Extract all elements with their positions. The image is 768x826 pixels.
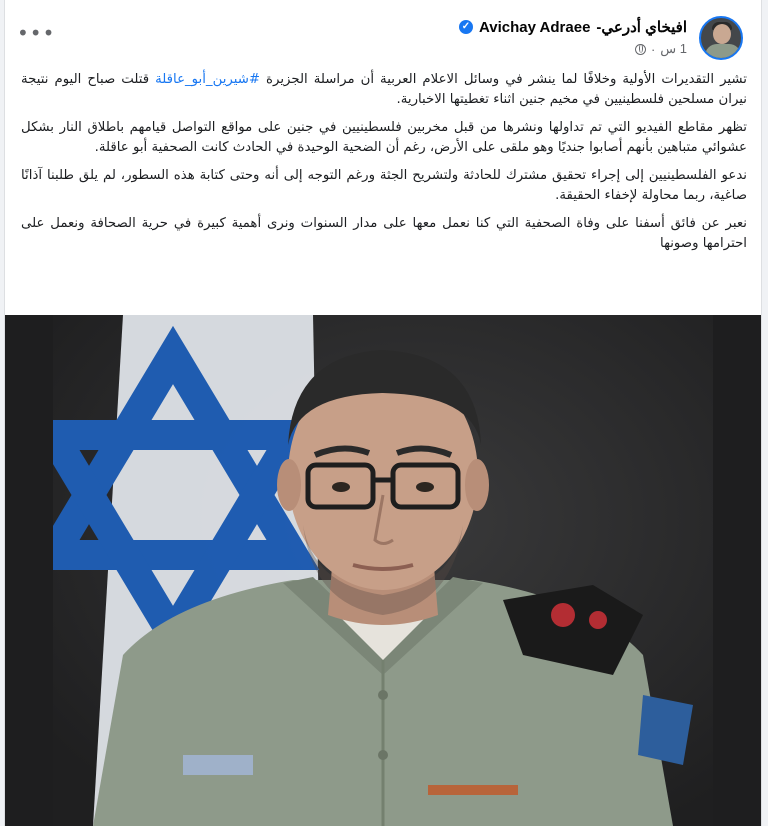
name-tag xyxy=(183,755,253,775)
ear xyxy=(277,459,301,511)
paragraph-text: تشير التقديرات الأولية وخلافًا لما ينشر في وسائل الاعلام العربية أن مراسلة الجزيرة xyxy=(260,72,747,87)
author-name[interactable]: Avichay Adraee xyxy=(478,18,591,36)
avatar-face xyxy=(713,24,731,44)
ear xyxy=(465,459,489,511)
post-timestamp[interactable]: 1 س xyxy=(660,41,687,56)
dot-separator: · xyxy=(650,41,656,57)
shoulder-patch xyxy=(638,695,693,765)
button xyxy=(378,690,388,700)
hashtag-link[interactable]: #شيرين_أبو_عاقلة xyxy=(155,72,261,87)
paragraph-text: قتلت صباح اليوم نتيجة نيران مسلحين فلسطينيين في مخيم جنين اثناء تغطيتها الاخبارية. xyxy=(21,72,747,107)
post-paragraph: نعبر عن فائق أسفنا على وفاة الصحفية التي كنا نعمل معها على مدار السنوات ونرى أهمية كبيرة في حرية الصحافة ونعمل على احترامها وصونها xyxy=(21,216,747,251)
post-meta xyxy=(635,41,687,57)
post-body xyxy=(21,70,747,262)
author-name-arabic[interactable]: افيخاي أدرعي- xyxy=(596,19,687,36)
more-options-icon[interactable]: ••• xyxy=(17,21,56,45)
photo-frame xyxy=(53,315,713,826)
post-paragraph xyxy=(21,70,747,109)
button xyxy=(378,750,388,760)
insignia xyxy=(589,611,607,629)
avatar-shoulders xyxy=(705,44,741,60)
ribbon-bar xyxy=(428,785,518,795)
post-card xyxy=(4,0,762,826)
post-header xyxy=(5,14,761,64)
post-paragraph: ندعو الفلسطينيين إلى إجراء تحقيق مشترك للحادثة ولتشريح الجثة ورغم التوجه إلى أنه وحتى كتابة هذه السطور، لم يلق طلبنا آذانًا صاغية، ربما محاولة لإخفاء الحقيقة. xyxy=(21,168,747,203)
author-avatar[interactable] xyxy=(699,16,743,60)
post-photo[interactable] xyxy=(5,315,761,826)
insignia xyxy=(551,603,575,627)
post-paragraph: تظهر مقاطع الفيديو التي تم تداولها ونشرها من قبل مخربين فلسطينيين في جنين على مواقع التواصل قيامهم باطلاق النار بشكل عشوائي متباهين بأنهم أصابوا جنديًا وهو ملقى على الأرض، رغم أن الضحية الوحيدة في الحادث كانت الصحفية أبو عاقلة. xyxy=(21,120,747,155)
author-name-row xyxy=(459,18,687,36)
verified-badge-icon: ✓ xyxy=(459,20,473,34)
globe-icon[interactable] xyxy=(635,44,646,55)
portrait-photo xyxy=(53,315,713,826)
